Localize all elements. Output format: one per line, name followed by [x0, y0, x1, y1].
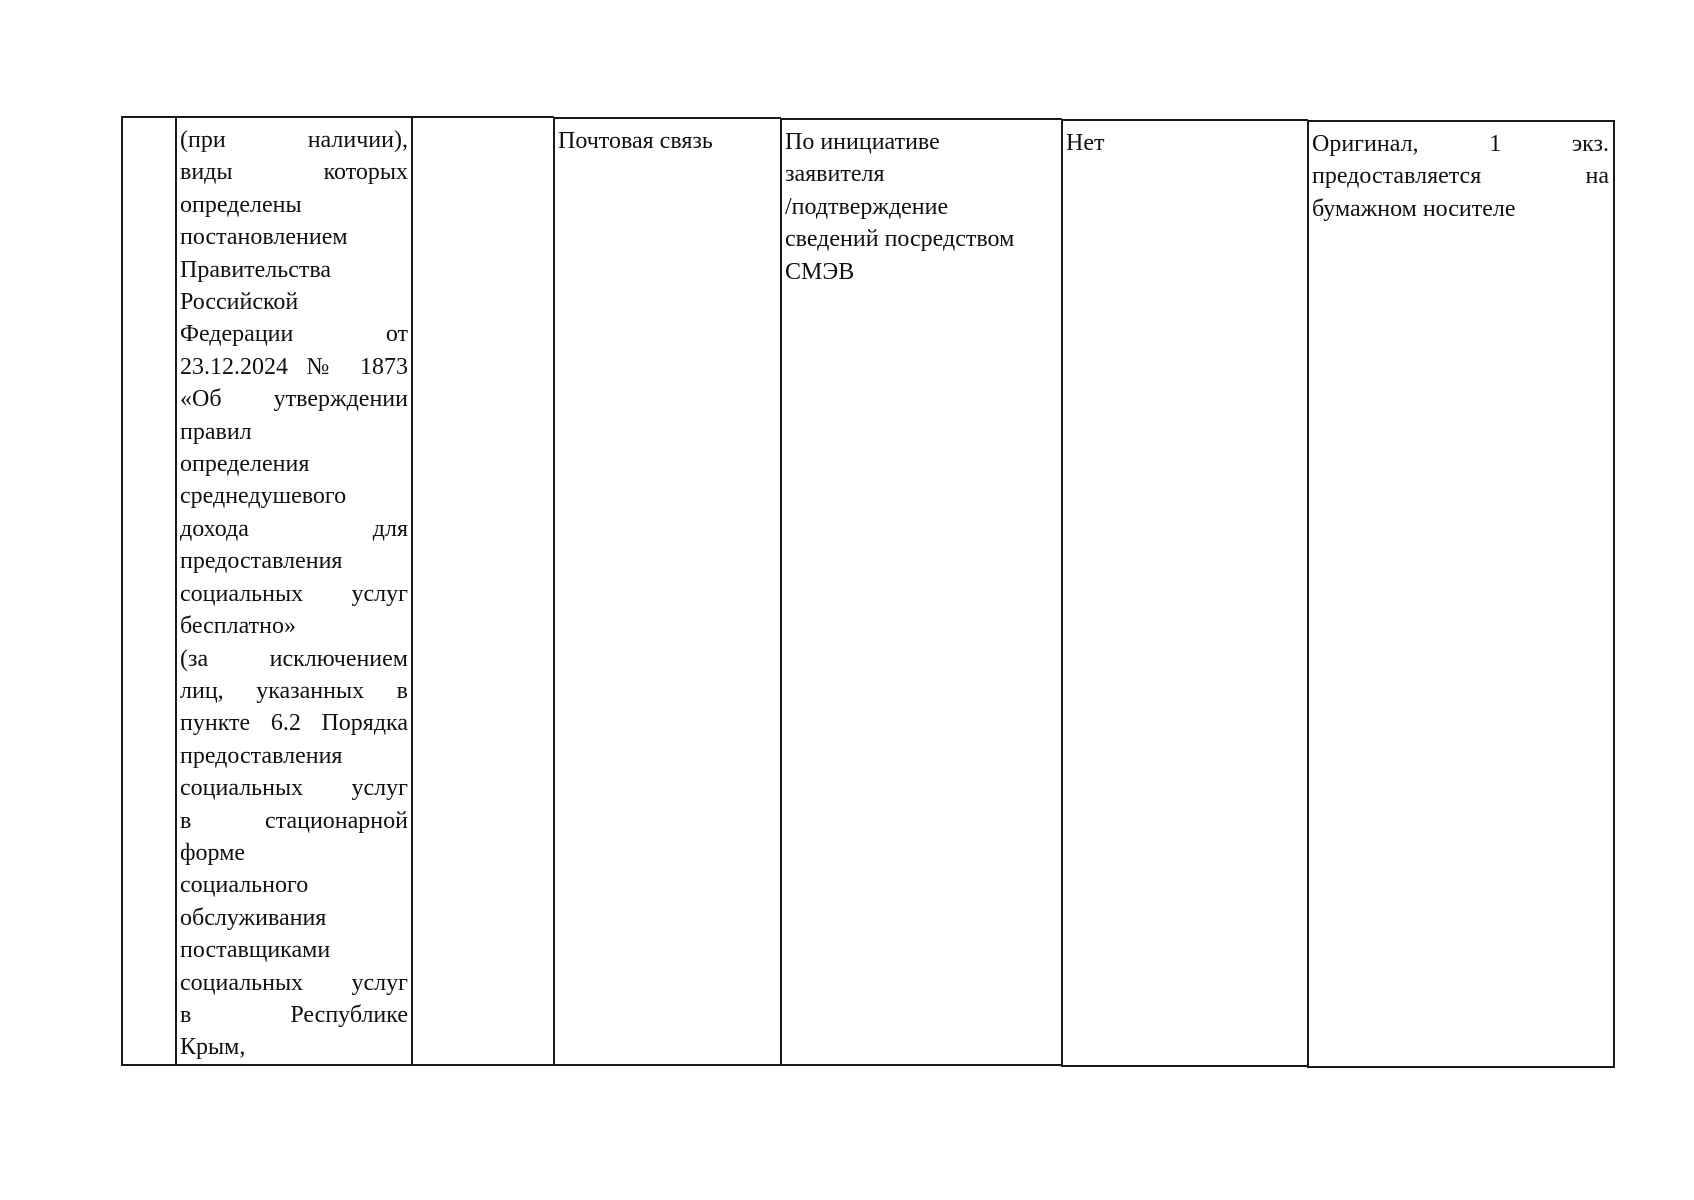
col5-line: /подтверждение: [785, 193, 949, 220]
col2-line: обслуживания: [180, 904, 327, 931]
submission-method-text: Почтовая связь: [558, 128, 713, 154]
col2-line: лиц, указанных в: [180, 677, 408, 704]
col2-line: социальных услуг: [180, 580, 408, 607]
col2-line: поставщиками: [180, 937, 331, 964]
table-cell-col5: [780, 118, 1062, 1066]
col2-line: правил: [180, 418, 252, 445]
col2-line: (при наличии),: [180, 127, 408, 153]
col2-line: бесплатно»: [180, 613, 296, 640]
col2-line: виды которых: [180, 159, 408, 186]
col2-line: постановлением: [180, 224, 348, 251]
col2-line: Крым,: [180, 1034, 246, 1061]
original-copy-text: [1309, 122, 1613, 225]
col2-line: социального: [180, 872, 309, 899]
initiative-text: [782, 120, 1062, 288]
col2-line: в Республике: [180, 1001, 408, 1028]
col2-line: Правительства: [180, 256, 332, 283]
col7-line: бумажном носителе: [1312, 195, 1516, 222]
col2-line: (за исключением: [180, 645, 408, 672]
col2-line: форме: [180, 839, 246, 866]
col2-line: 23.12.2024 № 1873: [180, 353, 408, 380]
col5-line: СМЭВ: [785, 258, 855, 285]
col5-line: заявителя: [785, 161, 885, 188]
col2-line: определения: [180, 451, 310, 478]
col7-line: Оригинал, 1 экз.: [1312, 131, 1609, 157]
col7-line: предоставляется на: [1312, 163, 1609, 190]
table-cell-col6: [1061, 119, 1308, 1067]
table-cell-col4: [553, 117, 781, 1066]
col5-line: По инициативе: [785, 129, 940, 155]
table-cell-col1: [121, 116, 176, 1066]
document-description-text: [177, 118, 412, 1064]
col2-line: Федерации от: [180, 321, 408, 348]
col5-line: сведений посредством: [785, 226, 1015, 253]
table-cell-col3: [411, 116, 554, 1066]
col2-line: пункте 6.2 Порядка: [180, 710, 408, 737]
col2-line: среднедушевого: [180, 483, 347, 510]
table-cell-col2: [175, 116, 412, 1066]
col2-line: дохода для: [180, 515, 408, 542]
col2-line: социальных услуг: [180, 969, 408, 996]
col2-line: определены: [180, 191, 302, 218]
table-cell-col7: [1307, 120, 1615, 1068]
answer-text: Нет: [1066, 130, 1105, 156]
col2-line: предоставления: [180, 742, 343, 769]
col2-line: Российской: [180, 289, 299, 316]
col2-line: социальных услуг: [180, 775, 408, 802]
col2-line: в стационарной: [180, 807, 408, 834]
col2-line: «Об утверждении: [180, 386, 408, 413]
col2-line: предоставления: [180, 548, 343, 575]
